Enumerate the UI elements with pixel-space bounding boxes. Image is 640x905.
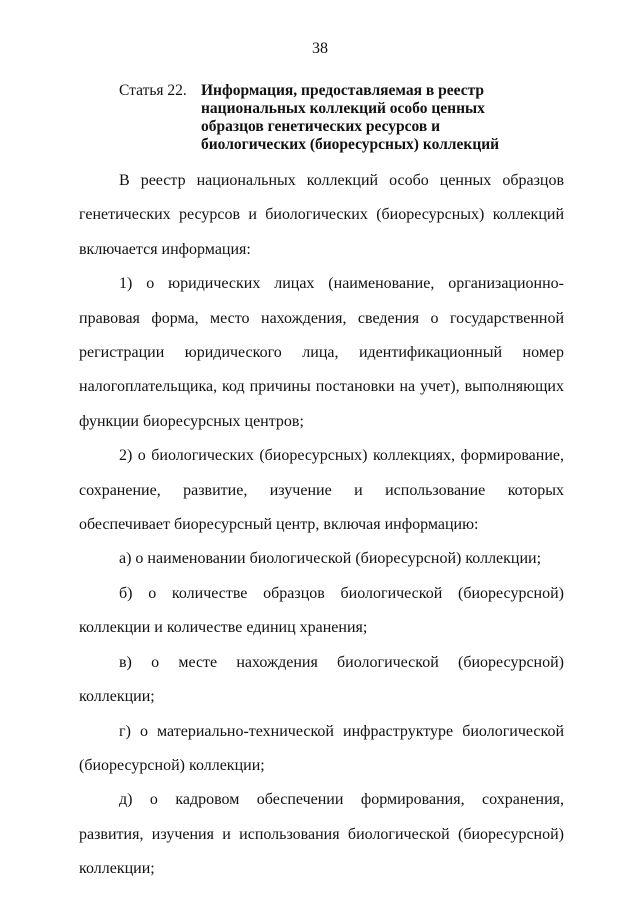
article-title: Информация, предоставляемая в реестр национальных коллекций особо ценных образцов генетических ресурсов и биологических (биоресурсных) коллекций <box>201 82 500 153</box>
paragraph-subitem-d: д) о кадровом обеспечении формирования, сохранения, развития, изучения и использования биологической (биоресурсной) коллекции; <box>79 791 564 878</box>
article-heading <box>119 82 579 154</box>
article-body <box>79 164 564 887</box>
paragraph-intro: В реестр национальных коллекций особо ценных образцов генетических ресурсов и биологических (биоресурсных) коллекций включается информация: <box>79 172 564 258</box>
paragraph-subitem-a: а) о наименовании биологической (биоресурсной) коллекции; <box>119 550 542 568</box>
article-label: Статья 22. <box>119 82 187 99</box>
paragraph-subitem-v: в) о месте нахождения биологической (биоресурсной) коллекции; <box>79 653 564 706</box>
paragraph-item-1: 1) о юридических лицах (наименование, организационно-правовая форма, место нахождения, сведения о государственной регистрации юридического лица, идентификационный номер налогоплательщика, код причины постановки на учет), выполняющих функции биоресурсных центров; <box>79 275 564 430</box>
paragraph-subitem-b: б) о количестве образцов биологической (биоресурсной) коллекции и количестве единиц хранения; <box>79 584 564 637</box>
paragraph-subitem-g: г) о материально-технической инфраструктуре биологической (биоресурсной) коллекции; <box>79 722 564 774</box>
page-number: 38 <box>312 40 328 57</box>
paragraph-item-2: 2) о биологических (биоресурсных) коллекциях, формирование, сохранение, развитие, изучение и использование которых обеспечивает биоресурсный центр, включая информацию: <box>79 447 564 534</box>
